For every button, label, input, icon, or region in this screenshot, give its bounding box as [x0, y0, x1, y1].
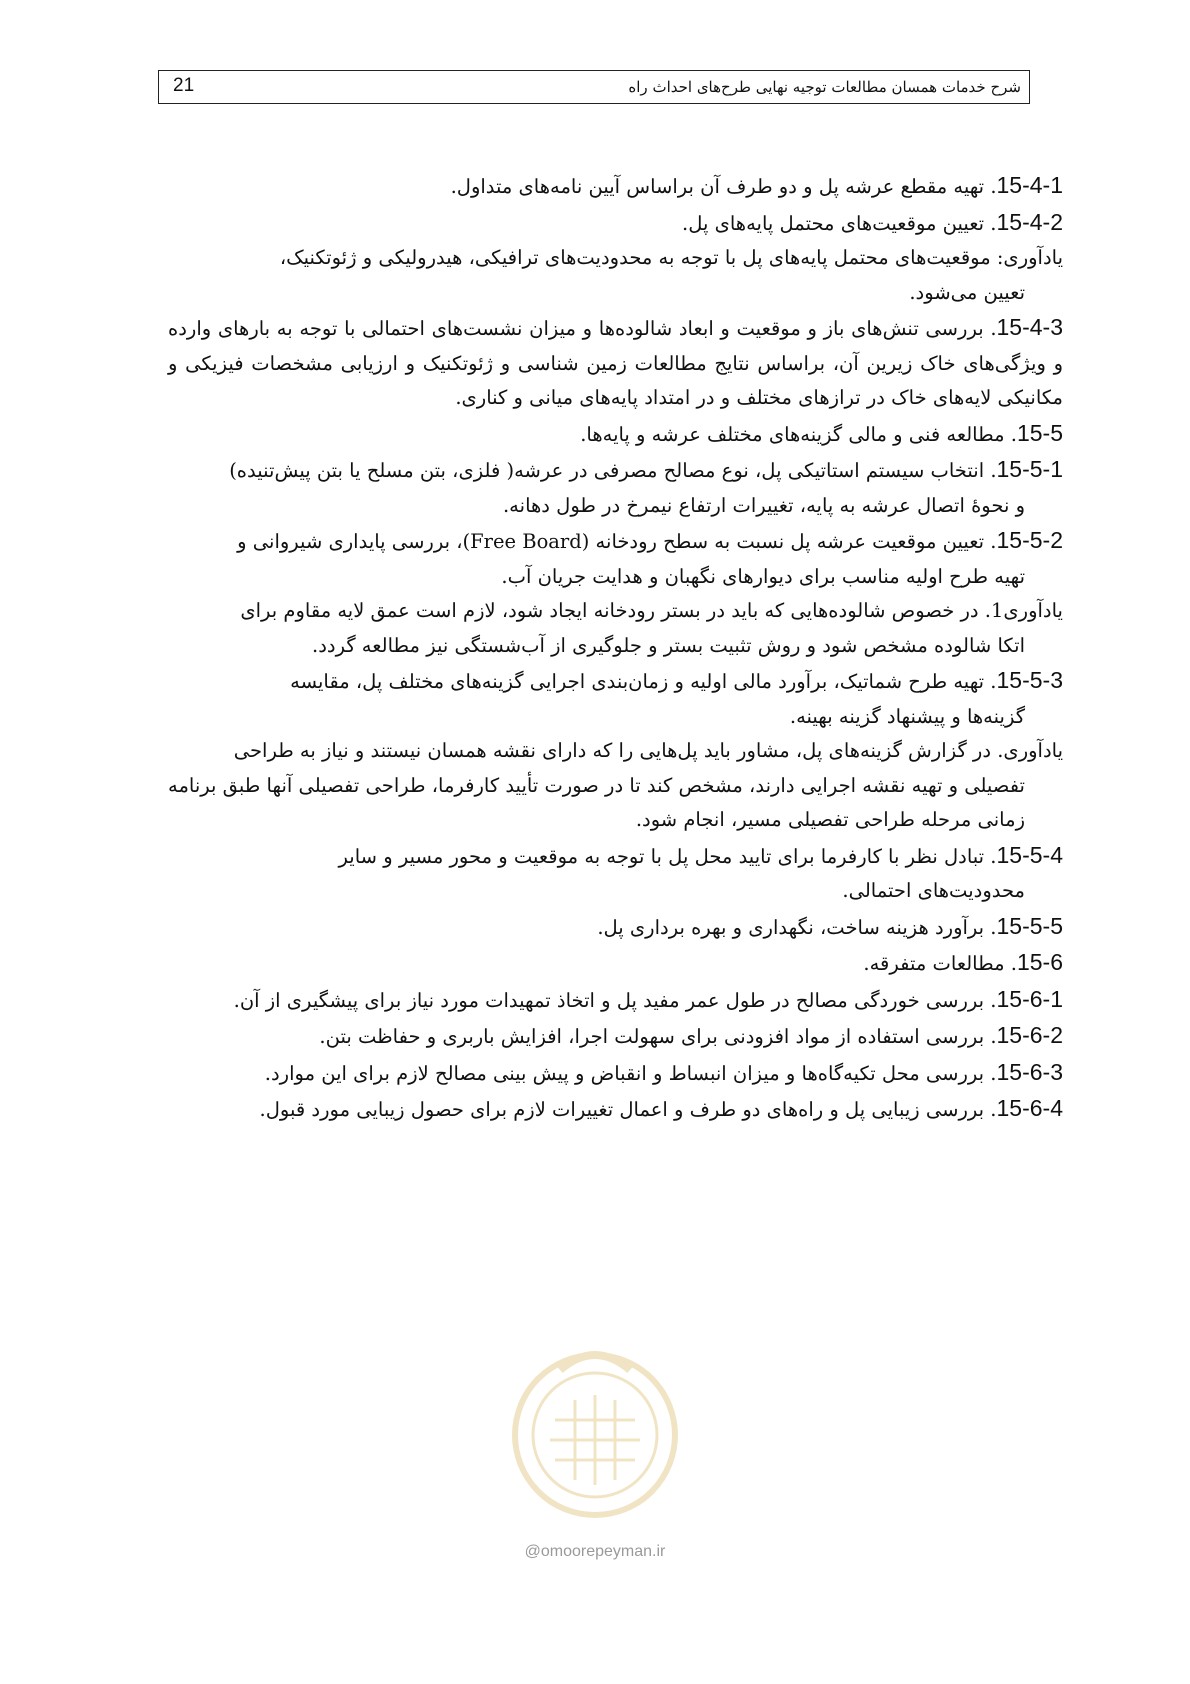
- watermark-logo-icon: [500, 1330, 690, 1530]
- running-title: شرح خدمات همسان مطالعات توجیه نهایی طرح‌های احداث راه: [628, 78, 1021, 96]
- page-number: 21: [173, 75, 195, 96]
- note-bridge-options-cont: تفصیلی و تهیه نقشه اجرایی دارند، مشخص کند تا در صورت تأیید کارفرما، طراحی تفصیلی آنها طبق برنامه زمانی مرحله طراحی تفصیلی مسیر، انجام شود.: [168, 773, 1025, 831]
- item-15-5-1-cont: و نحوهٔ اتصال عرشه به پایه، تغییرات ارتفاع نیمرخ در طول دهانه.: [502, 493, 1025, 517]
- item-15-5-1: 15-5-1. انتخاب سیستم استاتیکی پل، نوع مصالح مصرفی در عرشه( فلزی، بتن مسلح یا بتن پیش‌تنیده): [229, 456, 1063, 482]
- note-foundations-cont: اتکا شالوده مشخص شود و روش تثبیت بستر و جلوگیری از آب‌شستگی نیز مطالعه گردد.: [312, 633, 1025, 657]
- item-15-5-2-cont: تهیه طرح اولیه مناسب برای دیوارهای نگهبان و هدایت جریان آب.: [501, 564, 1025, 588]
- item-15-5-3: 15-5-3. تهیه طرح شماتیک، برآورد مالی اولیه و زمان‌بندی اجرایی گزینه‌های مختلف پل، مقایسه: [290, 667, 1063, 693]
- item-15-6: 15-6. مطالعات متفرقه.: [863, 949, 1063, 975]
- item-15-6-2: 15-6-2. بررسی استفاده از مواد افزودنی برای سهولت اجرا، افزایش باربری و حفاظت بتن.: [319, 1022, 1063, 1048]
- note-pier-locations-cont: تعیین می‌شود.: [909, 280, 1025, 304]
- watermark-site: @omoorepeyman.ir: [524, 1543, 666, 1560]
- item-15-4-2: 15-4-2. تعیین موقعیت‌های محتمل پایه‌های پل.: [682, 208, 1063, 235]
- note-bridge-options: یادآوری. در گزارش گزینه‌های پل، مشاور باید پل‌هایی را که دارای نقشه همسان نیستند و نیاز به طراحی: [233, 739, 1063, 762]
- item-15-6-1: 15-6-1. بررسی خوردگی مصالح در طول عمر مفید پل و اتخاذ تمهیدات مورد نیاز برای پیشگیری از آن.: [233, 985, 1063, 1012]
- note-pier-locations: یادآوری: موقعیت‌های محتمل پایه‌های پل با توجه به محدودیت‌های ترافیکی، هیدرولیکی و ژئوتکنیک،: [279, 246, 1063, 269]
- item-15-4-1: 15-4-1. تهیه مقطع عرشه پل و دو طرف آن براساس آیین نامه‌های متداول.: [450, 172, 1063, 198]
- note-foundations: یادآوری1. در خصوص شالوده‌هایی که باید در بستر رودخانه ایجاد شود، لازم است عمق لایه مقاوم برای: [240, 599, 1063, 622]
- item-15-6-4: 15-6-4. بررسی زیبایی پل و راه‌های دو طرف و اعمال تغییرات لازم برای حصول زیبایی مورد قبول.: [259, 1095, 1063, 1121]
- item-15-5-4-cont: محدودیت‌های احتمالی.: [842, 879, 1025, 902]
- running-header: [158, 70, 1030, 104]
- item-15-6-3: 15-6-3. بررسی محل تکیه‌گاه‌ها و میزان انبساط و انقباض و پیش بینی مصالح لازم برای این موارد.: [264, 1058, 1063, 1085]
- body-text: [168, 168, 1063, 1128]
- item-15-5-3-cont: گزینه‌ها و پیشنهاد گزینه بهینه.: [789, 704, 1025, 728]
- item-15-5-4: 15-5-4. تبادل نظر با کارفرما برای تایید محل پل با توجه به موقعیت و محور مسیر و سایر: [338, 841, 1063, 868]
- item-15-5: 15-5. مطالعه فنی و مالی گزینه‌های مختلف عرشه و پایه‌ها.: [580, 419, 1063, 446]
- item-15-5-2: 15-5-2. تعیین موقعیت عرشه پل نسبت به سطح رودخانه (Free Board)، بررسی پایداری شیروانی و: [237, 527, 1063, 553]
- item-15-5-5: 15-5-5. برآورد هزینه ساخت، نگهداری و بهره برداری پل.: [597, 912, 1063, 939]
- item-15-4-3: 15-4-3. بررسی تنش‌های باز و موقعیت و ابعاد شالوده‌ها و میزان نشست‌های احتمالی با توجه به بارهای وارده و ویژگی‌های خاک زیرین آن، براساس نتایج مطالعات زمین شناسی و ژئوتکنیک و ارزیابی مشخصات فیزیکی و مکانیکی لایه‌های خاک در ترازهای مختلف و در امتداد پایه‌های میانی و کناری.: [168, 314, 1063, 409]
